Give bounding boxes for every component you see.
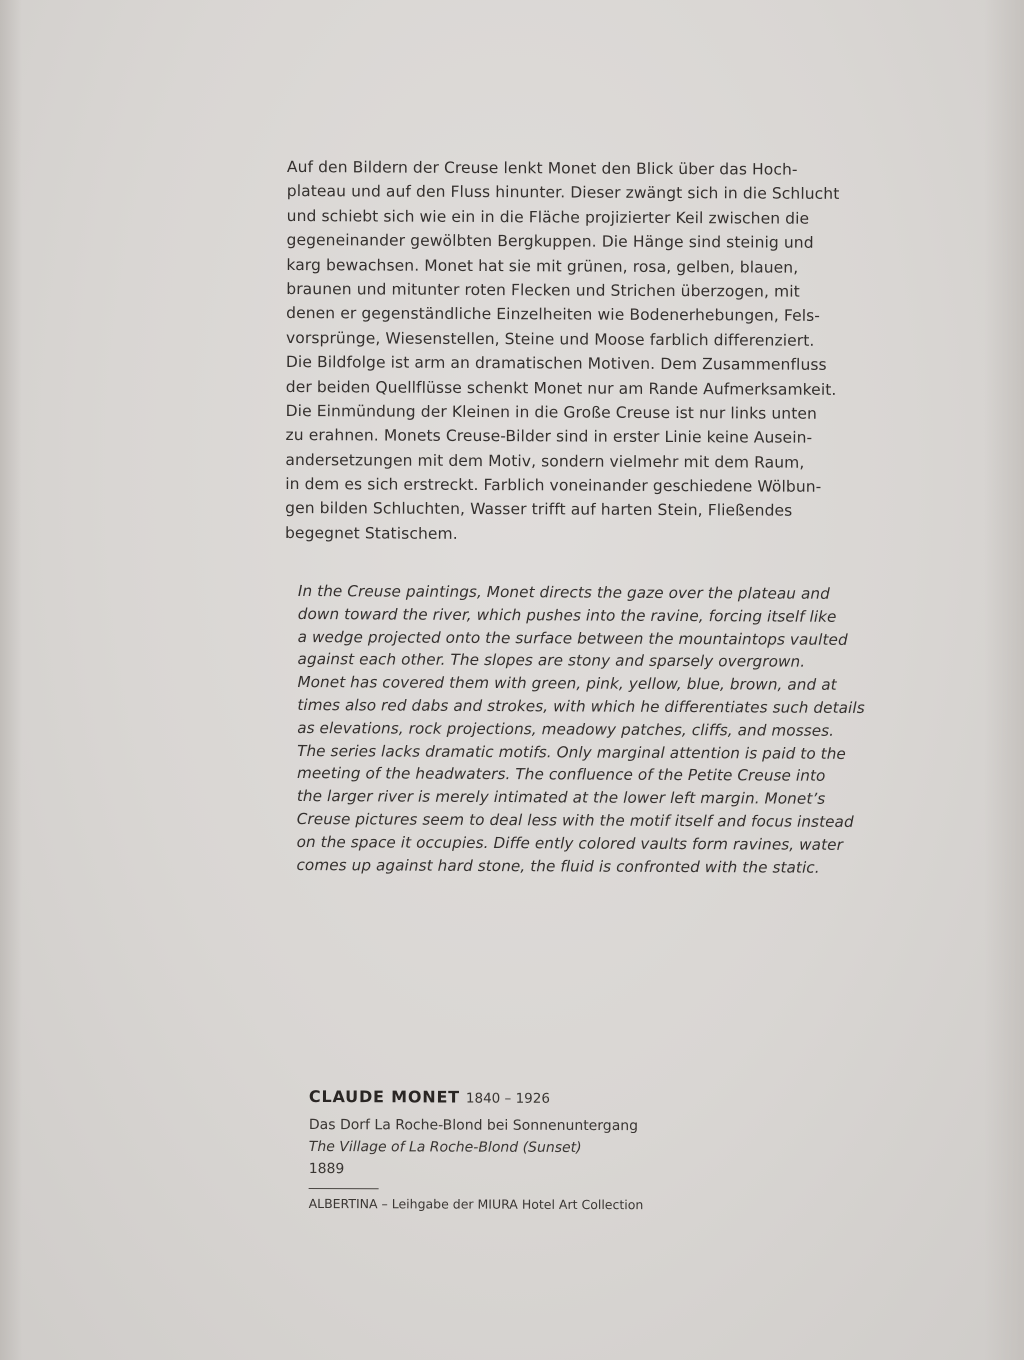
german-text-line: in dem es sich erstreckt. Farblich voneinander geschiedene Wölbun-: [285, 475, 822, 496]
english-text-line: The series lacks dramatic motifs. Only marginal attention is paid to the: [297, 741, 846, 763]
artist-dates: 1840 – 1926: [465, 1090, 550, 1107]
german-text-line: der beiden Quellflüsse schenkt Monet nur am Rande Aufmerksamkeit.: [285, 377, 837, 399]
artwork-year: 1889: [308, 1160, 345, 1178]
english-text-line: comes up against hard stone, the fluid is confronted with the static.: [296, 855, 820, 877]
german-text-line: vorsprünge, Wiesenstellen, Steine und Moose farblich differenziert.: [285, 328, 815, 350]
english-text-line: on the space it occupies. Diffe ently colored vaults form ravines, water: [296, 832, 843, 854]
german-text-line: andersetzungen mit dem Motiv, sondern vielmehr mit dem Raum,: [285, 450, 805, 472]
artwork-label: [309, 1084, 729, 1214]
german-text-line: denen er gegenständliche Einzelheiten wie Bodenerhebungen, Fels-: [286, 304, 821, 326]
german-text-line: karg bewachsen. Monet hat sie mit grünen, rosa, gelben, blauen,: [286, 255, 799, 277]
german-wall-text: [284, 155, 840, 548]
german-text-line: gen bilden Schluchten, Wasser trifft auf harten Stein, Fließendes: [285, 499, 793, 521]
german-text-line: plateau und auf den Fluss hinunter. Dieser zwängt sich in die Schlucht: [286, 182, 840, 204]
artwork-title-german: Das Dorf La Roche-Blond bei Sonnenuntergang: [308, 1116, 639, 1135]
english-text-line: Monet has covered them with green, pink, yellow, blue, brown, and at: [297, 673, 837, 695]
wall-left-shadow: [0, 0, 22, 1360]
label-divider: [309, 1188, 379, 1189]
artist-row: [309, 1084, 729, 1111]
german-text-line: braunen und mitunter roten Flecken und Strichen überzogen, mit: [286, 279, 800, 301]
german-text-line: zu erahnen. Monets Creuse-Bilder sind in erster Linie keine Ausein-: [285, 426, 813, 448]
english-text-line: as elevations, rock projections, meadowy patches, cliffs, and mosses.: [297, 718, 835, 740]
english-text-line: times also red dabs and strokes, with which he differentiates such details: [297, 695, 865, 717]
german-text-line: begegnet Statischem.: [284, 523, 458, 543]
english-text-line: meeting of the headwaters. The confluence of the Petite Creuse into: [296, 764, 826, 786]
english-wall-text: [296, 580, 865, 879]
wall-right-shadow: [984, 0, 1024, 1360]
german-text-line: Auf den Bildern der Creuse lenkt Monet den Blick über das Hoch-: [286, 157, 798, 179]
german-text-line: gegeneinander gewölbten Bergkuppen. Die Hänge sind steinig und: [286, 231, 814, 252]
german-text-line: Die Bildfolge ist arm an dramatischen Motiven. Dem Zusammenfluss: [285, 353, 827, 374]
english-text-line: a wedge projected onto the surface between the mountaintops vaulted: [297, 627, 848, 649]
artist-name: CLAUDE MONET: [308, 1087, 460, 1107]
artwork-title-english: The Village of La Roche-Blond (Sunset): [308, 1138, 582, 1156]
english-text-line: Creuse pictures seem to deal less with the motif itself and focus instead: [296, 809, 854, 831]
english-text-line: the larger river is merely intimated at the lower left margin. Monet’s: [296, 787, 826, 808]
german-text-line: und schiebt sich wie ein in die Fläche projizierter Keil zwischen die: [286, 206, 810, 228]
english-text-line: down toward the river, which pushes into the ravine, forcing itself like: [297, 604, 837, 626]
german-text-line: Die Einmündung der Kleinen in die Große Creuse ist nur links unten: [285, 401, 818, 423]
english-text-line: against each other. The slopes are stony and sparsely overgrown.: [297, 650, 806, 672]
credit-line: ALBERTINA – Leihgabe der MIURA Hotel Art Collection: [308, 1195, 644, 1213]
english-text-line: In the Creuse paintings, Monet directs the gaze over the plateau and: [297, 582, 830, 603]
